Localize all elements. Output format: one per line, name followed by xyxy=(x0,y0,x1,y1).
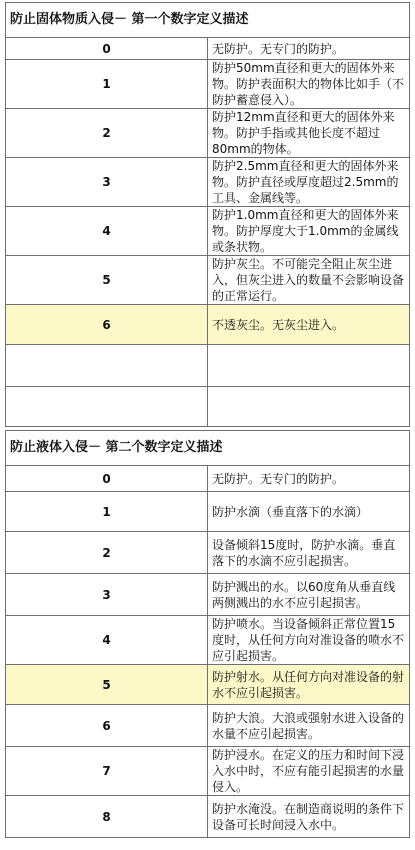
row-number: 5 xyxy=(6,665,208,705)
table-row xyxy=(6,492,410,532)
row-number: 3 xyxy=(6,158,208,207)
table-header-row xyxy=(6,431,410,466)
row-number: 0 xyxy=(6,466,208,492)
row-description: 防护喷水。当设备倾斜正常位置15度时，从任何方向对准设备的喷水不应引起损害。 xyxy=(208,616,410,665)
row-number: 7 xyxy=(6,747,208,796)
row-number: 1 xyxy=(6,60,208,109)
empty-cell xyxy=(6,387,208,427)
row-number: 3 xyxy=(6,574,208,616)
table-row xyxy=(6,574,410,616)
row-number: 2 xyxy=(6,532,208,574)
table-row-highlighted xyxy=(6,305,410,345)
table-row xyxy=(6,158,410,207)
row-description: 防护大浪。大浪或强射水进入设备的水量不应引起损害。 xyxy=(208,705,410,747)
row-number: 6 xyxy=(6,305,208,345)
table-row xyxy=(6,60,410,109)
row-description: 防护水滴（垂直落下的水滴） xyxy=(208,492,410,532)
empty-cell xyxy=(208,345,410,387)
row-number: 4 xyxy=(6,207,208,256)
table-row xyxy=(6,747,410,796)
row-description: 不透灰尘。无灰尘进入。 xyxy=(208,305,410,345)
table-row xyxy=(6,109,410,158)
solid-protection-table xyxy=(5,2,410,427)
row-description: 防护50mm直径和更大的固体外来物。防护表面积大的物体比如手（不防护蓄意侵入）。 xyxy=(208,60,410,109)
row-number: 6 xyxy=(6,705,208,747)
row-description: 防护水淹没。在制造商说明的条件下设备可长时间浸入水中。 xyxy=(208,796,410,838)
liquid-table-header: 防止液体入侵－ 第二个数字定义描述 xyxy=(6,431,410,466)
table-row xyxy=(6,616,410,665)
row-number: 4 xyxy=(6,616,208,665)
table-row xyxy=(6,256,410,305)
table-row xyxy=(6,532,410,574)
empty-row xyxy=(6,387,410,427)
liquid-protection-table xyxy=(5,430,410,838)
row-description: 防护2.5mm直径和更大的固体外来物。防护直径或厚度超过2.5mm的工具、金属线等。 xyxy=(208,158,410,207)
row-number: 1 xyxy=(6,492,208,532)
solid-table-header: 防止固体物质入侵－ 第一个数字定义描述 xyxy=(6,3,410,38)
row-description: 无防护。无专门的防护。 xyxy=(208,466,410,492)
row-description: 防护溅出的水。以60度角从垂直线两侧溅出的水不应引起损害。 xyxy=(208,574,410,616)
row-description: 防护1.0mm直径和更大的固体外来物。防护厚度大于1.0mm的金属线或条状物。 xyxy=(208,207,410,256)
row-number: 5 xyxy=(6,256,208,305)
empty-cell xyxy=(6,345,208,387)
table-header-row xyxy=(6,3,410,38)
empty-row xyxy=(6,345,410,387)
row-description: 设备倾斜15度时，防护水滴。垂直落下的水滴不应引起损害。 xyxy=(208,532,410,574)
row-number: 2 xyxy=(6,109,208,158)
table-row xyxy=(6,466,410,492)
table-row xyxy=(6,796,410,838)
row-description: 防护12mm直径和更大的固体外来物。防护手指或其他长度不超过80mm的物体。 xyxy=(208,109,410,158)
table-row xyxy=(6,207,410,256)
row-description: 防护射水。从任何方向对准设备的射水不应引起损害。 xyxy=(208,665,410,705)
empty-cell xyxy=(208,387,410,427)
table-row xyxy=(6,705,410,747)
row-number: 0 xyxy=(6,38,208,60)
row-description: 无防护。无专门的防护。 xyxy=(208,38,410,60)
row-description: 防护灰尘。不可能完全阻止灰尘进入，但灰尘进入的数量不会影响设备的正常运行。 xyxy=(208,256,410,305)
row-number: 8 xyxy=(6,796,208,838)
table-row xyxy=(6,38,410,60)
table-row-highlighted xyxy=(6,665,410,705)
row-description: 防护浸水。在定义的压力和时间下浸入水中时，不应有能引起损害的水量侵入。 xyxy=(208,747,410,796)
